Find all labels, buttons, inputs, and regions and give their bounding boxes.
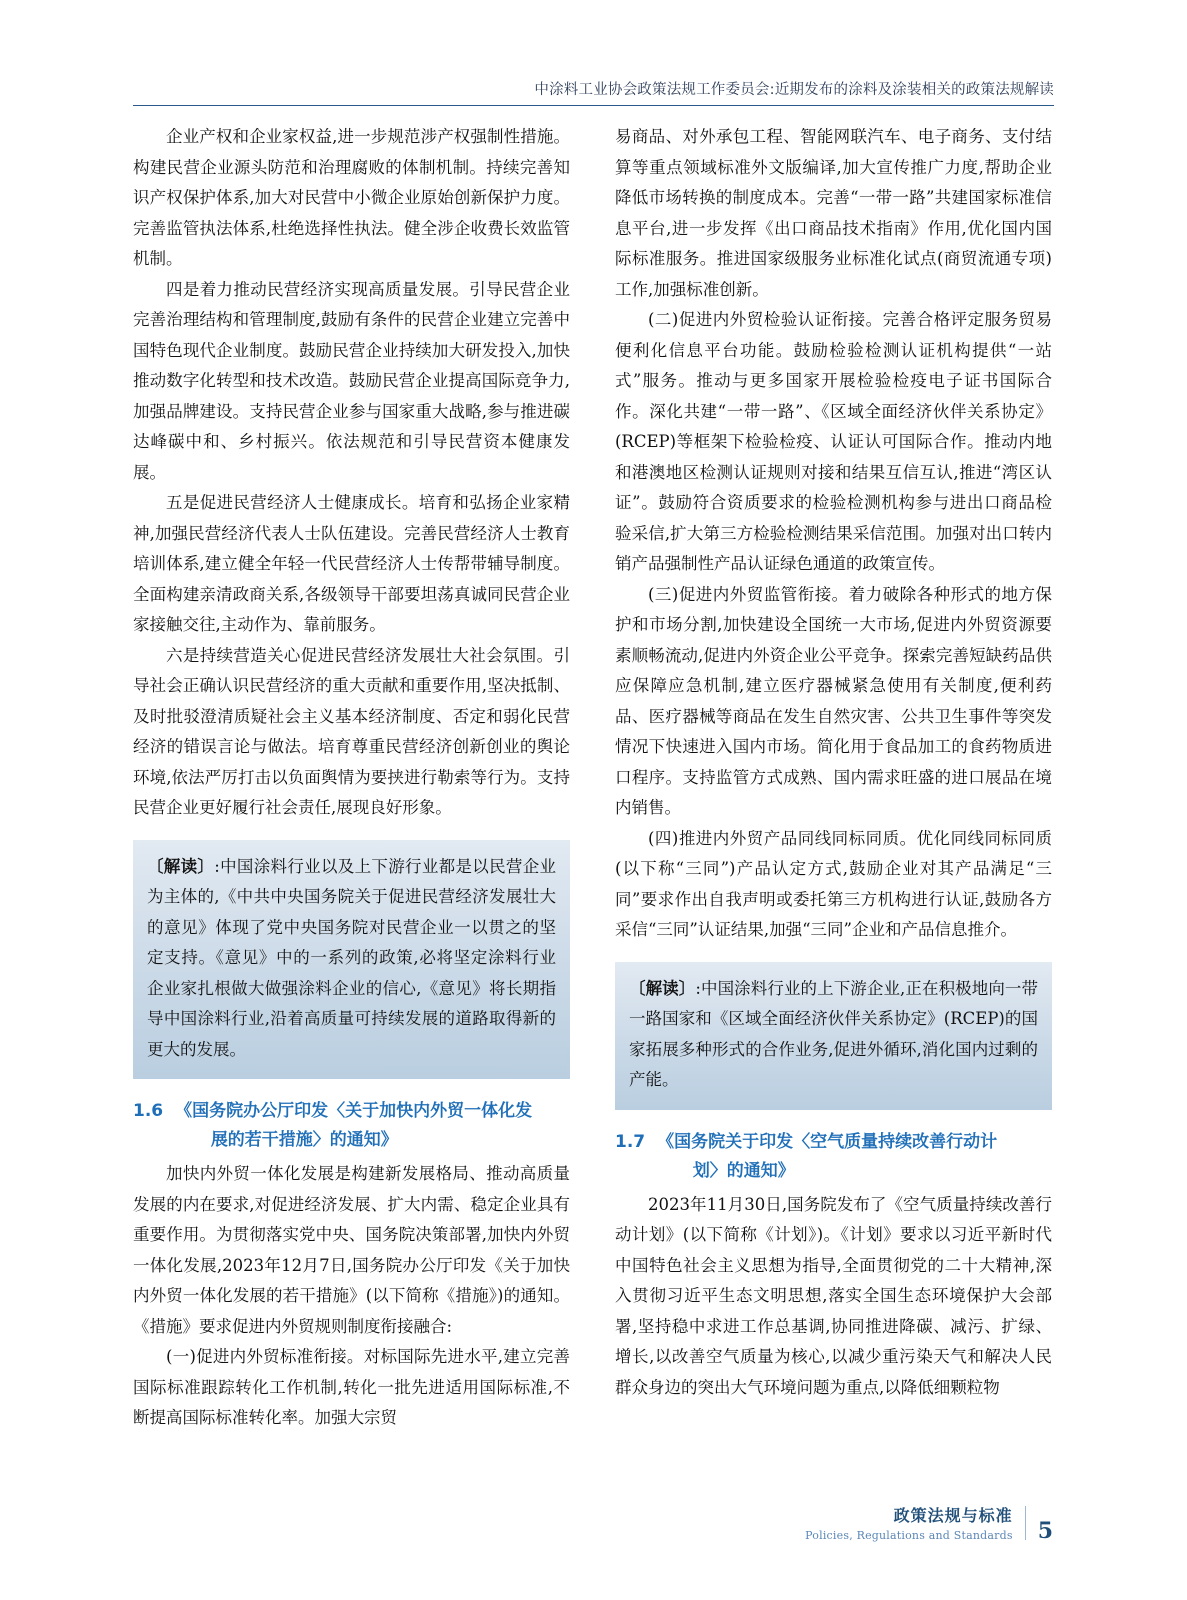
section-title <box>657 1128 1052 1186</box>
paragraph: 四是着力推动民营经济实现高质量发展。引导民营企业完善治理结构和管理制度,鼓励有条件的民营企业建立完善中国特色现代企业制度。鼓励民营企业持续加大研发投入,加快推动数字化转型和技术改造。鼓励民营企业提高国际竞争力,加强品牌建设。支持民营企业参与国家重大战略,参与推进碳达峰碳中和、乡村振兴。依法规范和引导民营资本健康发展。 <box>133 279 570 482</box>
interpretation-text: 中国涂料行业的上下游企业,正在积极地向一带一路国家和《区域全面经济伙伴关系协定》(RCEP)的国家拓展多种形式的合作业务,促进外循环,消化国内过剩的产能。 <box>629 978 1039 1089</box>
left-column <box>133 122 570 1434</box>
section-title-line1: 《国务院办公厅印发〈关于加快内外贸一体化发 <box>175 1101 533 1121</box>
footer-text <box>805 1503 1013 1542</box>
interpretation-label: 〔解读〕 <box>147 856 215 876</box>
section-heading-1-7[interactable] <box>615 1128 1052 1186</box>
footer-divider <box>1025 1506 1026 1540</box>
page-number: 5 <box>1037 1518 1054 1544</box>
interpretation-colon: : <box>214 856 220 876</box>
interpretation-text: 中国涂料行业以及上下游行业都是以民营企业为主体的,《中共中央国务院关于促进民营经济发展壮大的意见》体现了党中央国务院对民营企业一以贯之的坚定支持。《意见》中的一系列的政策,必将坚定涂料行业企业家扎根做大做强涂料企业的信心,《意见》将长期指导中国涂料行业,沿着高质量可持续发展的道路取得新的更大的发展。 <box>147 856 557 1059</box>
paragraph: 六是持续营造关心促进民营经济发展壮大社会氛围。引导社会正确认识民营经济的重大贡献和重要作用,坚决抵制、及时批驳澄清质疑社会主义基本经济制度、否定和弱化民营经济的错误言论与做法。培育尊重民营经济创新创业的舆论环境,依法严厉打击以负面舆情为要挟进行勒索等行为。支持民营企业更好履行社会责任,展现良好形象。 <box>133 645 570 817</box>
paragraph: (一)促进内外贸标准衔接。对标国际先进水平,建立完善国际标准跟踪转化工作机制,转化一批先进适用国际标准,不断提高国际标准转化率。加强大宗贸 <box>133 1347 570 1427</box>
section-title <box>175 1097 570 1155</box>
page-footer <box>805 1503 1054 1542</box>
interpretation-colon: : <box>695 978 701 998</box>
running-header: 中涂料工业协会政策法规工作委员会:近期发布的涂料及涂装相关的政策法规解读 <box>534 82 1054 98</box>
right-column <box>615 122 1052 1403</box>
header-divider <box>133 105 1054 106</box>
section-title-line2: 展的若干措施〉的通知》 <box>210 1130 398 1150</box>
interpretation-box <box>615 962 1052 1110</box>
section-title-line1: 《国务院关于印发〈空气质量持续改善行动计 <box>657 1131 998 1152</box>
interpretation-box <box>133 840 570 1080</box>
section-heading-1-6[interactable] <box>133 1097 570 1155</box>
section-number: 1.7 <box>615 1131 646 1152</box>
paragraph: 易商品、对外承包工程、智能网联汽车、电子商务、支付结算等重点领域标准外文版编译,加大宣传推广力度,帮助企业降低市场转换的制度成本。完善“一带一路”共建国家标准信息平台,进一步发挥《出口商品技术指南》作用,优化国内国际标准服务。推进国家级服务业标准化试点(商贸流通专项)工作,加强标准创新。 <box>615 127 1052 299</box>
footer-title-cn: 政策法规与标准 <box>893 1506 1013 1525</box>
paragraph: 企业产权和企业家权益,进一步规范涉产权强制性措施。构建民营企业源头防范和治理腐败的体制机制。持续完善知识产权保护体系,加大对民营中小微企业原始创新保护力度。完善监管执法体系,杜绝选择性执法。健全涉企收费长效监管机制。 <box>133 127 570 268</box>
paragraph: (四)推进内外贸产品同线同标同质。优化同线同标同质(以下称“三同”)产品认定方式,鼓励企业对其产品满足“三同”要求作出自我声明或委托第三方机构进行认证,鼓励各方采信“三同”认证结果,加强“三同”企业和产品信息推介。 <box>615 828 1052 939</box>
section-number: 1.6 <box>133 1101 164 1121</box>
paragraph: (三)促进内外贸监管衔接。着力破除各种形式的地方保护和市场分割,加快建设全国统一大市场,促进内外贸资源要素顺畅流动,促进内外资企业公平竞争。探索完善短缺药品供应保障应急机制,建立医疗器械紧急使用有关制度,便利药品、医疗器械等商品在发生自然灾害、公共卫生事件等突发情况下快速进入国内市场。简化用于食品加工的食药物质进口程序。支持监管方式成熟、国内需求旺盛的进口展品在境内销售。 <box>615 584 1052 817</box>
paragraph: 五是促进民营经济人士健康成长。培育和弘扬企业家精神,加强民营经济代表人士队伍建设。完善民营经济人士教育培训体系,建立健全年轻一代民营经济人士传帮带辅导制度。全面构建亲清政商关系,各级领导干部要坦荡真诚同民营企业家接触交往,主动作为、靠前服务。 <box>133 493 570 634</box>
interpretation-label: 〔解读〕 <box>629 978 696 998</box>
paragraph: 2023年11月30日,国务院发布了《空气质量持续改善行动计划》(以下简称《计划》)。《计划》要求以习近平新时代中国特色社会主义思想为指导,全面贯彻党的二十大精神,深入贯彻习近平生态文明思想,落实全国生态环境保护大会部署,坚持稳中求进工作总基调,协同推进降碳、减污、扩绿、增长,以改善空气质量为核心,以减少重污染天气和解决人民群众身边的突出大气环境问题为重点,以降低细颗粒物 <box>615 1194 1052 1397</box>
paragraph: (二)促进内外贸检验认证衔接。完善合格评定服务贸易便利化信息平台功能。鼓励检验检测认证机构提供“一站式”服务。推动与更多国家开展检验检疫电子证书国际合作。深化共建“一带一路”、《区域全面经济伙伴关系协定》(RCEP)等框架下检验检疫、认证认可国际合作。推动内地和港澳地区检测认证规则对接和结果互信互认,推进“湾区认证”。鼓励符合资质要求的检验检测机构参与进出口商品检验采信,扩大第三方检验检测结果采信范围。加强对出口转内销产品强制性产品认证绿色通道的政策宣传。 <box>615 310 1052 573</box>
footer-title-en: Policies, Regulations and Standards <box>805 1529 1013 1542</box>
paragraph: 加快内外贸一体化发展是构建新发展格局、推动高质量发展的内在要求,对促进经济发展、扩大内需、稳定企业具有重要作用。为贯彻落实党中央、国务院决策部署,加快内外贸一体化发展,2023年12月7日,国务院办公厅印发《关于加快内外贸一体化发展的若干措施》(以下简称《措施》)的通知。《措施》要求促进内外贸规则制度衔接融合: <box>133 1164 570 1336</box>
section-title-line2: 划〉的通知》 <box>692 1160 795 1181</box>
